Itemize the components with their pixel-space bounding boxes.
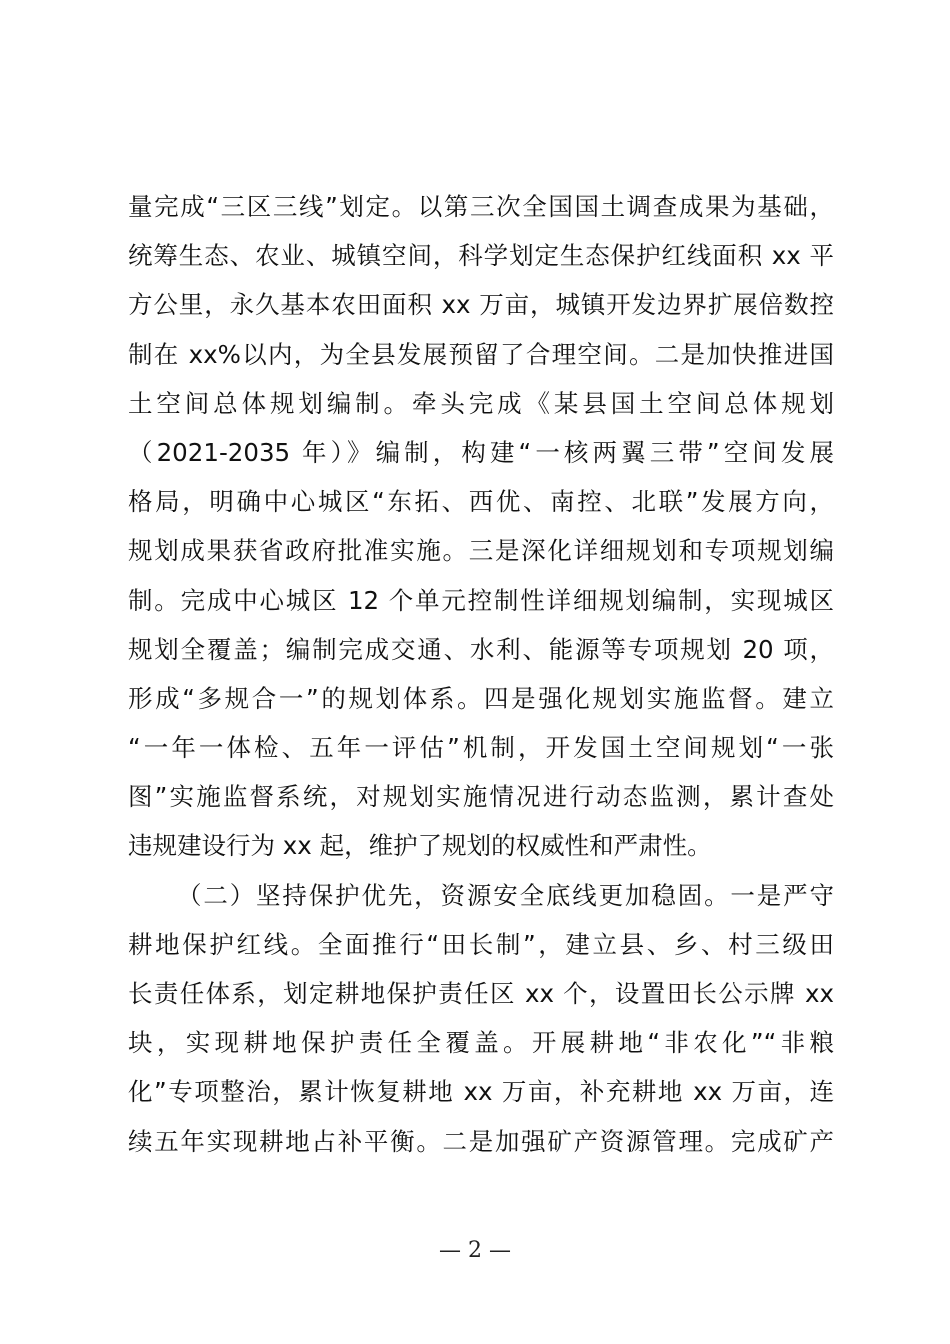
paragraph-2-line-3: 长责任体系，划定耕地保护责任区 xx 个，设置田长公示牌 xx (128, 979, 834, 1008)
paragraph-2-line-6: 续五年实现耕地占补平衡。二是加强矿产资源管理。完成矿产 (128, 1126, 834, 1156)
paragraph-1-line-12: “一年一体检、五年一评估”机制，开发国土空间规划“一张 (128, 733, 834, 763)
paragraph-1-line-8: 规划成果获省政府批准实施。三是深化详细规划和专项规划编 (128, 536, 834, 566)
paragraph-1-line-7: 格局，明确中心城区“东拓、西优、南控、北联”发展方向， (128, 487, 834, 517)
paragraph-1-line-3: 方公里，永久基本农田面积 xx 万亩，城镇开发边界扩展倍数控 (128, 290, 834, 320)
paragraph-2-line-1: （二）坚持保护优先，资源安全底线更加稳固。一是严守 (177, 880, 834, 910)
paragraph-2-line-2: 耕地保护红线。全面推行“田长制”，建立县、乡、村三级田 (128, 929, 834, 959)
paragraph-1-line-5: 土空间总体规划编制。牵头完成《某县国土空间总体规划 (128, 388, 834, 418)
paragraph-1-line-14: 违规建设行为 xx 起，维护了规划的权威性和严肃性。 (128, 831, 712, 861)
paragraph-1-line-11: 形成“多规合一”的规划体系。四是强化规划实施监督。建立 (128, 683, 834, 713)
paragraph-1-line-6: （2021-2035 年）》编制，构建“一核两翼三带”空间发展 (128, 437, 834, 467)
paragraph-1-line-4: 制在 xx%以内，为全县发展预留了合理空间。二是加快推进国 (128, 339, 834, 369)
paragraph-2-line-5: 化”专项整治，累计恢复耕地 xx 万亩，补充耕地 xx 万亩，连 (128, 1077, 834, 1107)
paragraph-1-line-10: 规划全覆盖；编制完成交通、水利、能源等专项规划 20 项， (128, 634, 834, 664)
paragraph-1-line-9: 制。完成中心城区 12 个单元控制性详细规划编制，实现城区 (128, 585, 834, 615)
paragraph-1-line-1: 量完成“三区三线”划定。以第三次全国国土调查成果为基础， (128, 192, 834, 221)
page-number: — 2 — (439, 1238, 511, 1263)
paragraph-1-line-13: 图”实施监督系统，对规划实施情况进行动态监测，累计查处 (128, 782, 834, 812)
paragraph-2-line-4: 块，实现耕地保护责任全覆盖。开展耕地“非农化”“非粮 (128, 1028, 834, 1058)
body-text (128, 182, 834, 1166)
paragraph-1-line-2: 统筹生态、农业、城镇空间，科学划定生态保护红线面积 xx 平 (128, 241, 834, 271)
